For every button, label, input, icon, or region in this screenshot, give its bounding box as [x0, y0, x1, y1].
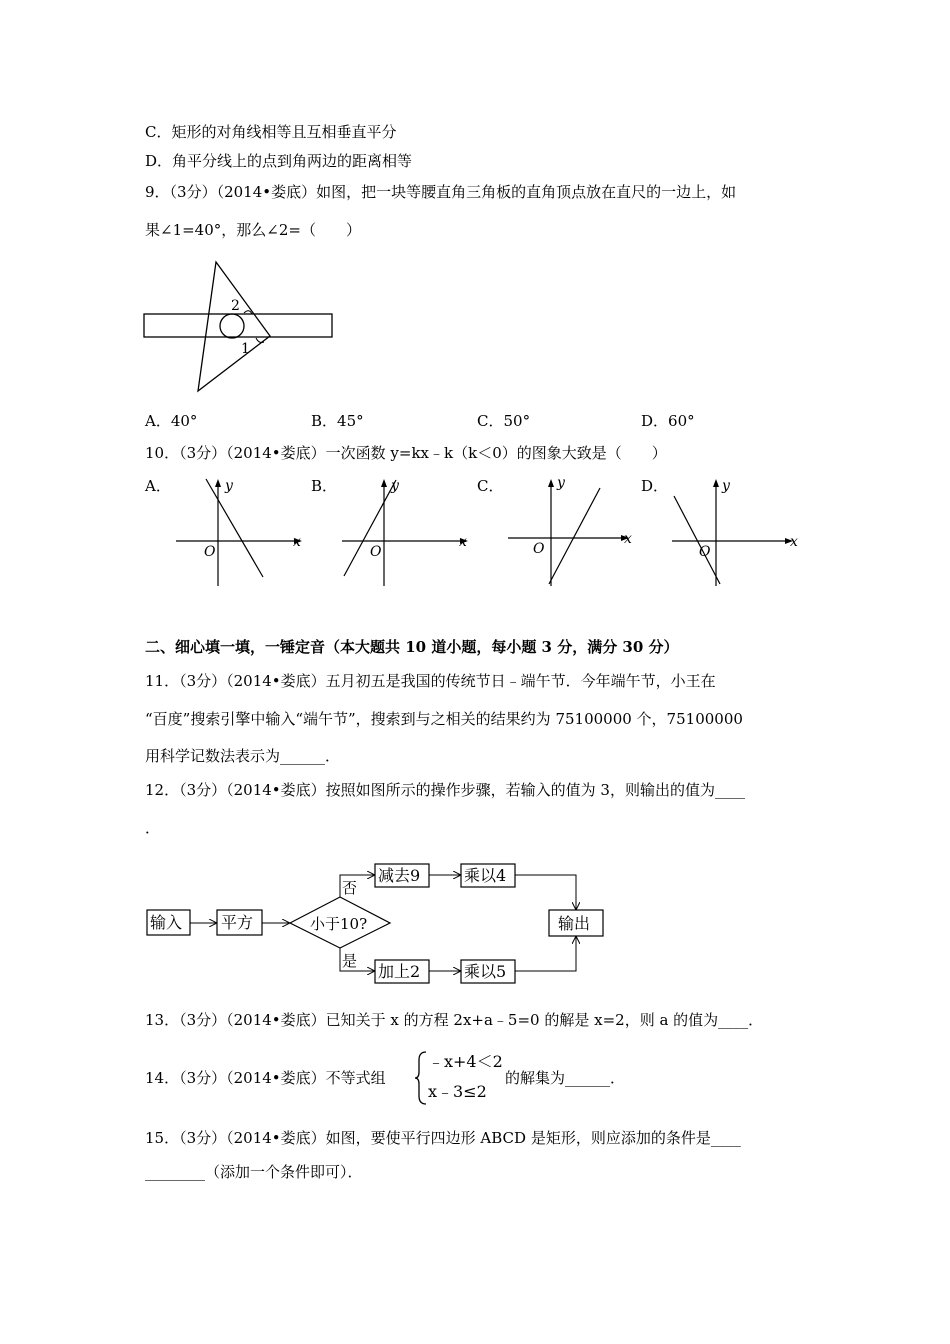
- q14-text-pre: 14．（3分）（2014•娄底）不等式组: [145, 1069, 386, 1087]
- function-line: [549, 488, 600, 584]
- origin-label: O: [699, 544, 711, 560]
- q14-inequality-2: x﹣3≤2: [428, 1082, 487, 1101]
- origin-label: O: [370, 544, 382, 560]
- q13-text: 13．（3分）（2014•娄底）已知关于 x 的方程 2x+a﹣5=0 的解是 x=2，则 a 的值为____．: [145, 1011, 764, 1029]
- subtract-label: 减去9: [378, 866, 421, 885]
- q9-option-b: B．45°: [311, 412, 364, 430]
- q10-text: 10．（3分）（2014•娄底）一次函数 y=kx﹣k（k＜0）的图象大致是（ ）: [145, 444, 667, 462]
- function-line: [206, 479, 263, 577]
- no-branch-label: 否: [342, 879, 358, 897]
- q10-option-a: A．: [145, 477, 171, 495]
- q15-text-line1: 15．（3分）（2014•娄底）如图，要使平行四边形 ABCD 是矩形，则应添加的条件是____: [145, 1129, 741, 1147]
- q12-text-line1: 12．（3分）（2014•娄底）按照如图所示的操作步骤，若输入的值为 3，则输出的值为____: [145, 781, 745, 799]
- add-label: 加上2: [378, 962, 421, 981]
- q12-text-line2: ．: [145, 819, 161, 837]
- q9-option-c: C．50°: [477, 412, 531, 430]
- y-label: y: [722, 478, 730, 494]
- square-label: 平方: [221, 913, 254, 932]
- q10-graph-c: [504, 474, 644, 594]
- q9-text-line1: 9．（3分）（2014•娄底）如图，把一块等腰直角三角板的直角顶点放在直尺的一边上，如: [145, 183, 737, 201]
- input-label: 输入: [150, 913, 183, 932]
- x-label: x: [790, 534, 798, 550]
- q10-option-d: D．: [641, 477, 669, 495]
- q14-inequality-1: ﹣x+4＜2: [428, 1052, 503, 1071]
- q10-option-c: C．: [477, 477, 504, 495]
- times-bottom-label: 乘以5: [464, 962, 507, 981]
- q9-text-line2: 果∠1=40°，那么∠2=（ ）: [145, 221, 361, 239]
- y-axis-arrow: [215, 479, 221, 487]
- origin-label: O: [533, 541, 545, 557]
- q11-text-line2: “百度”搜索引擎中输入“端午节”，搜索到与之相关的结果约为 75100000 个，75100000: [145, 710, 743, 728]
- q15-text-line2: ________（添加一个条件即可）．: [145, 1163, 363, 1181]
- q10-graph-d: [668, 474, 808, 594]
- x-label: x: [293, 534, 301, 550]
- q11-text-line3: 用科学记数法表示为______．: [145, 747, 341, 765]
- function-line: [674, 496, 720, 584]
- origin-label: O: [204, 544, 216, 560]
- y-axis-arrow: [381, 479, 387, 487]
- section-2-heading: 二、细心填一填，一锤定音（本大题共 10 道小题，每小题 3 分，满分 30 分）: [145, 638, 679, 656]
- q9-option-a: A．40°: [145, 412, 198, 430]
- arrow-bottom-output: [515, 937, 576, 971]
- triangle-set-square: [198, 262, 270, 391]
- q9-figure: [140, 258, 340, 398]
- decision-label: 小于10?: [310, 915, 368, 933]
- y-axis-arrow: [548, 479, 554, 487]
- q10-graph-a: [172, 474, 312, 594]
- arrow-top-output: [515, 875, 576, 909]
- q8-option-c: C．矩形的对角线相等且互相垂直平分: [145, 123, 397, 141]
- q8-option-d: D．角平分线上的点到角两边的距离相等: [145, 152, 413, 170]
- y-label: y: [391, 478, 399, 494]
- x-label: x: [624, 531, 632, 547]
- output-label: 输出: [558, 914, 591, 933]
- yes-branch-label: 是: [342, 952, 358, 970]
- x-label: x: [459, 534, 467, 550]
- function-line: [344, 480, 396, 576]
- q14-text-post: 的解集为______．: [505, 1069, 626, 1087]
- q12-flowchart: [140, 855, 640, 985]
- q10-graph-b: [338, 474, 478, 594]
- y-axis-arrow: [713, 479, 719, 487]
- triangle-hole: [220, 314, 244, 338]
- angle-2-label: 2: [231, 298, 240, 314]
- angle-1-label: 1: [241, 341, 250, 357]
- q9-option-d: D．60°: [641, 412, 695, 430]
- q10-option-b: B．: [311, 477, 338, 495]
- y-label: y: [225, 478, 233, 494]
- q11-text-line1: 11．（3分）（2014•娄底）五月初五是我国的传统节日﹣端午节．今年端午节，小王在: [145, 672, 716, 690]
- times-top-label: 乘以4: [464, 866, 507, 885]
- y-label: y: [557, 475, 565, 491]
- ruler: [144, 314, 332, 337]
